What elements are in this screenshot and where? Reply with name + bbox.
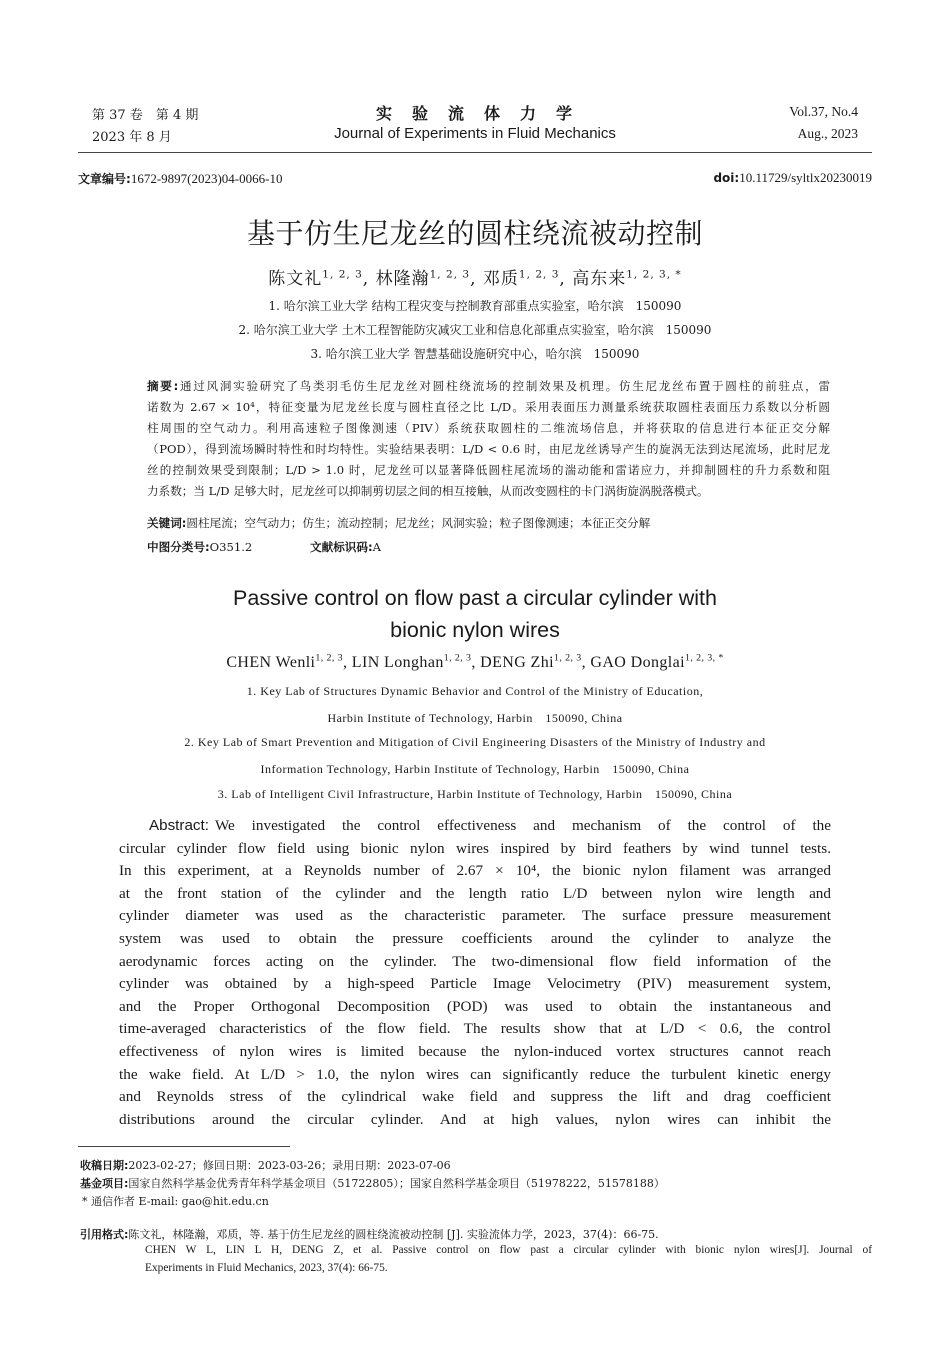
citation-en-line: Experiments in Fluid Mechanics, 2023, 37(4): 66-75. <box>145 1262 388 1274</box>
affiliation-en: Harbin Institute of Technology, Harbin 150090, China <box>327 711 623 725</box>
header-volume-issue: 第 37 卷 第 4 期 <box>92 108 199 123</box>
affiliation-en: 3. Lab of Intelligent Civil Infrastructure, Harbin Institute of Technology, Harbin 150090, China <box>217 787 733 801</box>
author-en: CHEN Wenli$^{1, 2, 3}$, <box>226 652 352 671</box>
footnote-fund-text: 国家自然科学基金优秀青年科学基金项目（51722805）；国家自然科学基金项目（51978222，51578188） <box>128 1177 665 1190</box>
author-cn: 邓质$^{1, 2, 3}$, <box>482 268 573 289</box>
abstract-en <box>119 815 831 1131</box>
document-code-label: 文献标识码: <box>310 540 373 554</box>
footnote-corresponding: * 通信作者 E-mail: gao@hit.edu.cn <box>82 1195 269 1208</box>
footnote-dates <box>80 1157 451 1173</box>
abstract-en-line: system was used to obtain the pressure coefficients around the cylinder to analyze the <box>119 929 831 947</box>
affiliation-cn: 3. 哈尔滨工业大学 智慧基础设施研究中心，哈尔滨 150090 <box>310 347 640 361</box>
abstract-en-label: Abstract: <box>149 817 209 834</box>
footnote-rule <box>78 1146 290 1147</box>
article-number <box>78 170 282 187</box>
footnote-fund-label: 基金项目: <box>80 1177 129 1190</box>
article-number-label: 文章编号: <box>78 172 131 186</box>
affiliation-en: 2. Key Lab of Smart Prevention and Mitigation of Civil Engineering Disasters of the Ministry of Industry and <box>184 735 766 749</box>
keywords-cn-text: 圆柱尾流；空气动力；仿生；流动控制；尼龙丝；风洞实验；粒子图像测速；本征正交分解 <box>186 516 651 530</box>
abstract-cn-label: 摘要: <box>147 379 179 393</box>
clc-value: O351.2 <box>209 540 253 554</box>
abstract-en-line: and the Proper Orthogonal Decomposition (POD) was used to obtain the instantaneous and <box>119 997 831 1015</box>
doi-value[interactable]: 10.11729/syltlx20230019 <box>739 170 872 185</box>
title-en <box>0 582 950 646</box>
abstract-cn-line: 摘要:通过风洞实验研究了鸟类羽毛仿生尼龙丝对圆柱绕流场的控制效果及机理。仿生尼龙丝布置于圆柱的前驻点，雷 <box>147 379 830 393</box>
abstract-cn-line: 丝的控制效果受到限制；L/D > 1.0 时，尼龙丝可以显著降低圆柱尾流场的湍动能和雷诺应力，并抑制圆柱的升力系数和阻 <box>147 463 830 477</box>
affiliation-en: 1. Key Lab of Structures Dynamic Behavior and Control of the Ministry of Education, <box>246 684 704 698</box>
authors-en <box>0 654 950 672</box>
clc-number <box>147 539 252 555</box>
author-en: DENG Zhi$^{1, 2, 3}$, <box>480 652 591 671</box>
author-cn: 陈文礼$^{1, 2, 3}$, <box>268 268 376 289</box>
author-cn: 高东来$^{1, 2, 3, *}$ <box>572 268 682 289</box>
clc-label: 中图分类号: <box>147 540 210 554</box>
abstract-en-line: distributions around the circular cylinder. And at high values, nylon wires can inhibit the <box>119 1110 831 1128</box>
doi[interactable] <box>713 170 872 186</box>
affiliation-en: Information Technology, Harbin Institute of Technology, Harbin 150090, China <box>260 762 690 776</box>
abstract-en-line: Abstract: We investigated the control effectiveness and mechanism of the control of the <box>149 817 831 834</box>
header-date: 2023 年 8 月 <box>92 130 172 145</box>
citation-label: 引用格式: <box>80 1228 129 1241</box>
footnote-fund <box>80 1175 665 1191</box>
document-code <box>310 539 381 555</box>
header-journal-en: Journal of Experiments in Fluid Mechanics <box>334 125 616 142</box>
title-en-line: bionic nylon wires <box>390 618 560 642</box>
keywords-cn <box>147 515 650 531</box>
author-en: LIN Longhan$^{1, 2, 3}$, <box>351 652 481 671</box>
authors-cn <box>0 264 950 289</box>
abstract-en-line: cylinder was obtained by a high-speed Particle Image Velocimetry (PIV) measurement system, <box>119 975 831 993</box>
footnote-dates-text: 2023-02-27；修回日期：2023-03-26；录用日期：2023-07-06 <box>128 1159 451 1172</box>
header-rule <box>78 152 872 153</box>
affiliation-cn: 1. 哈尔滨工业大学 结构工程灾变与控制教育部重点实验室，哈尔滨 150090 <box>268 299 682 313</box>
affiliation-cn: 2. 哈尔滨工业大学 土木工程智能防灾减灾工业和信息化部重点实验室，哈尔滨 150090 <box>238 323 712 337</box>
header-date-en: Aug., 2023 <box>797 126 858 141</box>
abstract-en-line: effectiveness of nylon wires is limited because the nylon-induced vortex structures cannot reach <box>119 1042 831 1060</box>
abstract-cn-line: 柱周围的空气动力。利用高速粒子图像测速（PIV）系统获取圆柱的二维流场信息，并将获取的信息进行本征正交分解 <box>147 421 830 435</box>
abstract-cn <box>147 376 830 502</box>
author-cn: 林隆瀚$^{1, 2, 3}$, <box>375 268 483 289</box>
document-code-value: A <box>372 540 381 554</box>
citation-en-line: CHEN W L, LIN L H, DENG Z, et al. Passive control on flow past a circular cylinder with bionic nylon wires[J]. Journal of <box>145 1244 872 1256</box>
abstract-cn-line: 诺数为 2.67 × 10⁴，特征变量为尼龙丝长度与圆柱直径之比 L/D。采用表面压力测量系统获取圆柱表面压力系数以分析圆 <box>147 400 830 414</box>
abstract-en-line: circular cylinder flow field using bionic nylon wires inspired by bird feathers by wind tunnel tests. <box>119 839 831 857</box>
abstract-cn-line: （POD），得到流场瞬时特性和时均特性。实验结果表明：L/D < 0.6 时，由尼龙丝诱导产生的旋涡无法到达尾流场，此时尼龙 <box>147 442 830 456</box>
keywords-cn-label: 关键词: <box>147 516 187 530</box>
abstract-en-line: cylinder diameter was used as the characteristic parameter. The surface pressure measurement <box>119 907 831 925</box>
abstract-cn-line: 力系数；当 L/D 足够大时，尼龙丝可以抑制剪切层之间的相互接触，从而改变圆柱的卡门涡街旋涡脱落模式。 <box>147 484 709 498</box>
doi-label: doi: <box>713 171 740 185</box>
abstract-en-line: the wake field. At L/D > 1.0, the nylon wires can significantly reduce the turbulent kinetic energy <box>119 1065 831 1083</box>
header-vol-no-en: Vol.37, No.4 <box>789 104 858 119</box>
abstract-en-line: In this experiment, at a Reynolds number of 2.67 × 10⁴, the bionic nylon filament was arranged <box>119 862 831 880</box>
title-cn: 基于仿生尼龙丝的圆柱绕流被动控制 <box>246 217 703 250</box>
abstract-en-line: time-averaged characteristics of the flow field. The results show that at L/D < 0.6, the control <box>119 1020 831 1038</box>
abstract-en-line: at the front station of the cylinder and the length ratio L/D between nylon wire length and <box>119 884 831 902</box>
abstract-en-line: aerodynamic forces acting on the cylinder. The two-dimensional flow field information of the <box>119 952 831 970</box>
header-journal-cn: 实 验 流 体 力 学 <box>375 104 574 123</box>
author-en: GAO Donglai$^{1, 2, 3, *}$ <box>590 652 724 671</box>
abstract-en-line: and Reynolds stress of the cylindrical wake field and suppress the lift and drag coefficient <box>119 1088 831 1106</box>
article-number-value: 1672-9897(2023)04-0066-10 <box>130 171 283 186</box>
footnote-dates-label: 收稿日期: <box>80 1159 129 1172</box>
citation-cn <box>80 1226 659 1242</box>
citation-cn-text: 陈文礼，林隆瀚，邓质，等. 基于仿生尼龙丝的圆柱绕流被动控制 [J]. 实验流体力学，2023，37(4)：66-75. <box>128 1228 659 1241</box>
title-en-line: Passive control on flow past a circular cylinder with <box>233 586 717 610</box>
